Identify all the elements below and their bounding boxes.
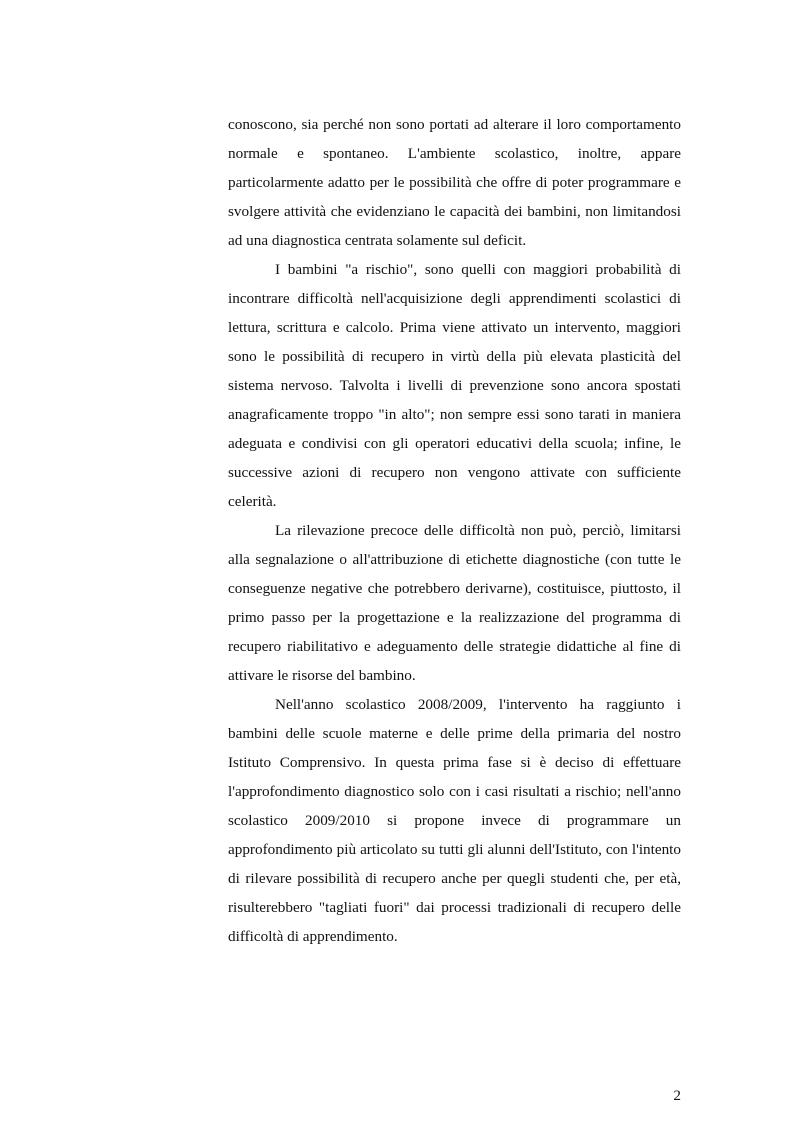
paragraph-continuation: conoscono, sia perché non sono portati ad alterare il loro comportamento normale e spontaneo. L'ambiente scolastico, inoltre, appare particolarmente adatto per le possibilità che offre di poter programmare e svolgere attività che evidenziano le capacità dei bambini, non limitandosi ad una diagnostica centrata solamente sul deficit.	[228, 116, 681, 249]
paragraph-early-detection: La rilevazione precoce delle difficoltà non può, perciò, limitarsi alla segnalazione o all'attribuzione di etichette diagnostiche (con tutte le conseguenze negative che potrebbero derivarne), costituisce, piuttosto, il primo passo per la progettazione e la realizzazione del programma di recupero riabilitativo e adeguamento delle strategie didattiche al fine di attivare le risorse del bambino.	[228, 522, 681, 684]
paragraph-school-year: Nell'anno scolastico 2008/2009, l'intervento ha raggiunto i bambini delle scuole materne e delle prime della primaria del nostro Istituto Comprensivo. In questa prima fase si è deciso di effettuare l'approfondimento diagnostico solo con i casi risultati a rischio; nell'anno scolastico 2009/2010 si propone invece di programmare un approfondimento più articolato su tutti gli alunni dell'Istituto, con l'intento di rilevare possibilità di recupero anche per quegli studenti che, per età, risulterebbero "tagliati fuori" dai processi tradizionali di recupero delle difficoltà di apprendimento.	[228, 696, 681, 945]
paragraph-at-risk-children: I bambini "a rischio", sono quelli con maggiori probabilità di incontrare difficoltà nell'acquisizione degli apprendimenti scolastici di lettura, scrittura e calcolo. Prima viene attivato un intervento, maggiori sono le possibilità di recupero in virtù della più elevata plasticità del sistema nervoso. Talvolta i livelli di prevenzione sono ancora spostati anagraficamente troppo "in alto"; non sempre essi sono tarati in maniera adeguata e condivisi con gli operatori educativi della scuola; infine, le successive azioni di recupero non vengono attivate con sufficiente celerità.	[228, 261, 681, 510]
page-number: 2	[673, 1087, 681, 1104]
body-text	[228, 110, 681, 951]
